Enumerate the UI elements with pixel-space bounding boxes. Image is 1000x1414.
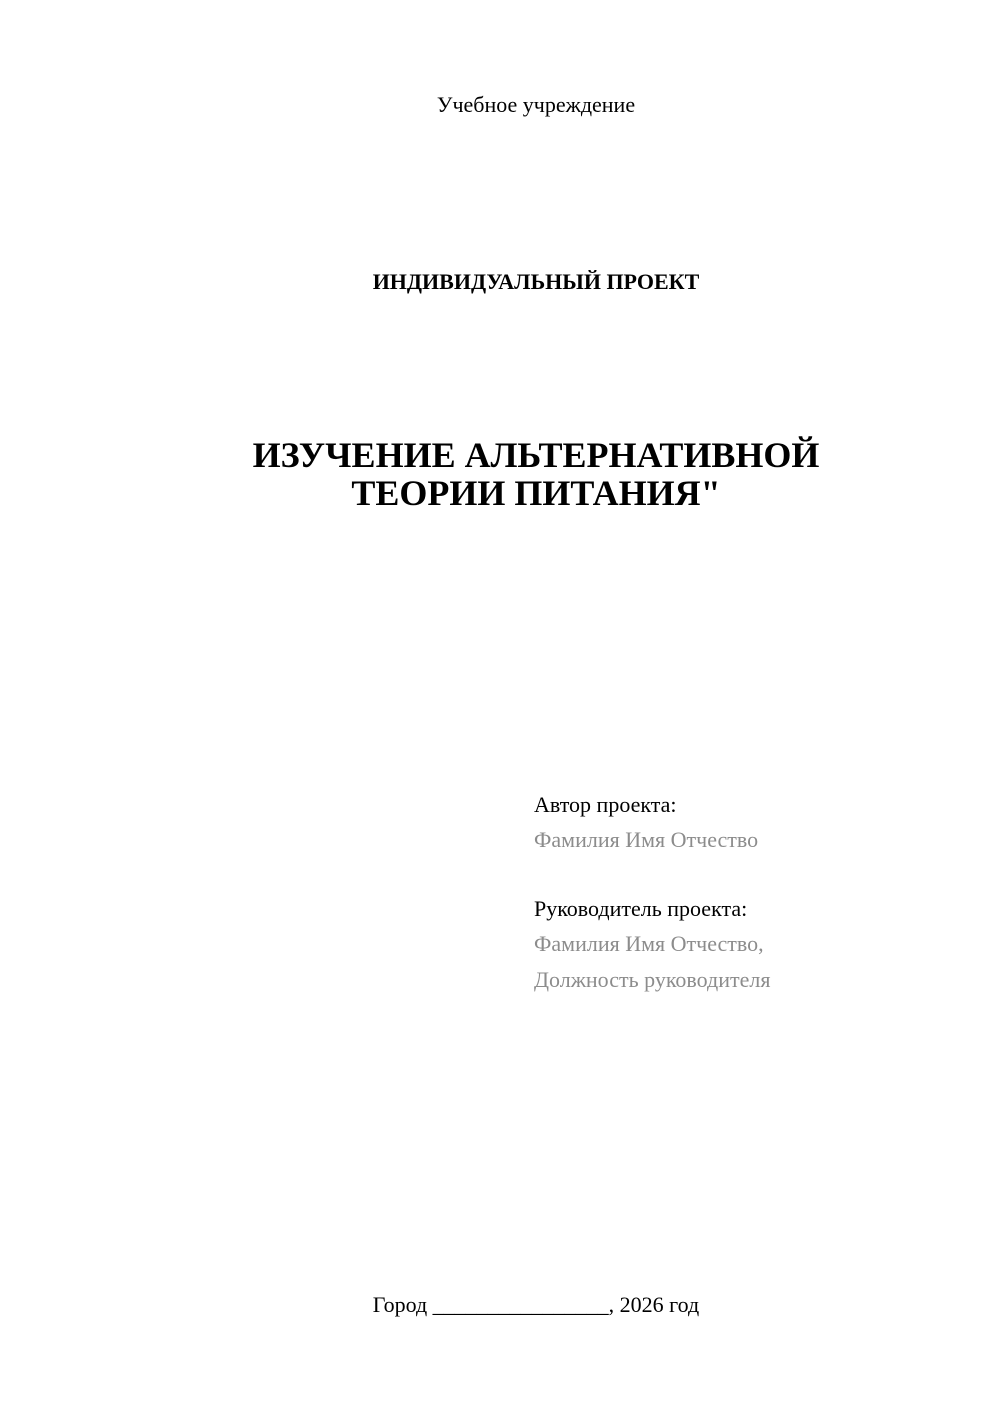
document-type-heading: ИНДИВИДУАЛЬНЫЙ ПРОЕКТ	[372, 269, 700, 294]
credits-block	[534, 788, 974, 998]
institution-name: Учебное учреждение	[436, 92, 636, 117]
author-name: Фамилия Имя Отчество	[534, 827, 759, 852]
supervisor-label: Руководитель проекта:	[534, 896, 748, 921]
project-title-line-2: ТЕОРИИ ПИТАНИЯ"	[351, 473, 721, 513]
credits-spacer	[534, 858, 974, 892]
author-label: Автор проекта:	[534, 792, 677, 817]
city-year-footer: Город ________________, 2026 год	[372, 1292, 700, 1317]
project-title-line-1: ИЗУЧЕНИЕ АЛЬТЕРНАТИВНОЙ	[252, 435, 820, 475]
supervisor-position: Должность руководителя	[534, 967, 771, 992]
supervisor-name: Фамилия Имя Отчество,	[534, 931, 764, 956]
project-title	[0, 436, 1000, 512]
